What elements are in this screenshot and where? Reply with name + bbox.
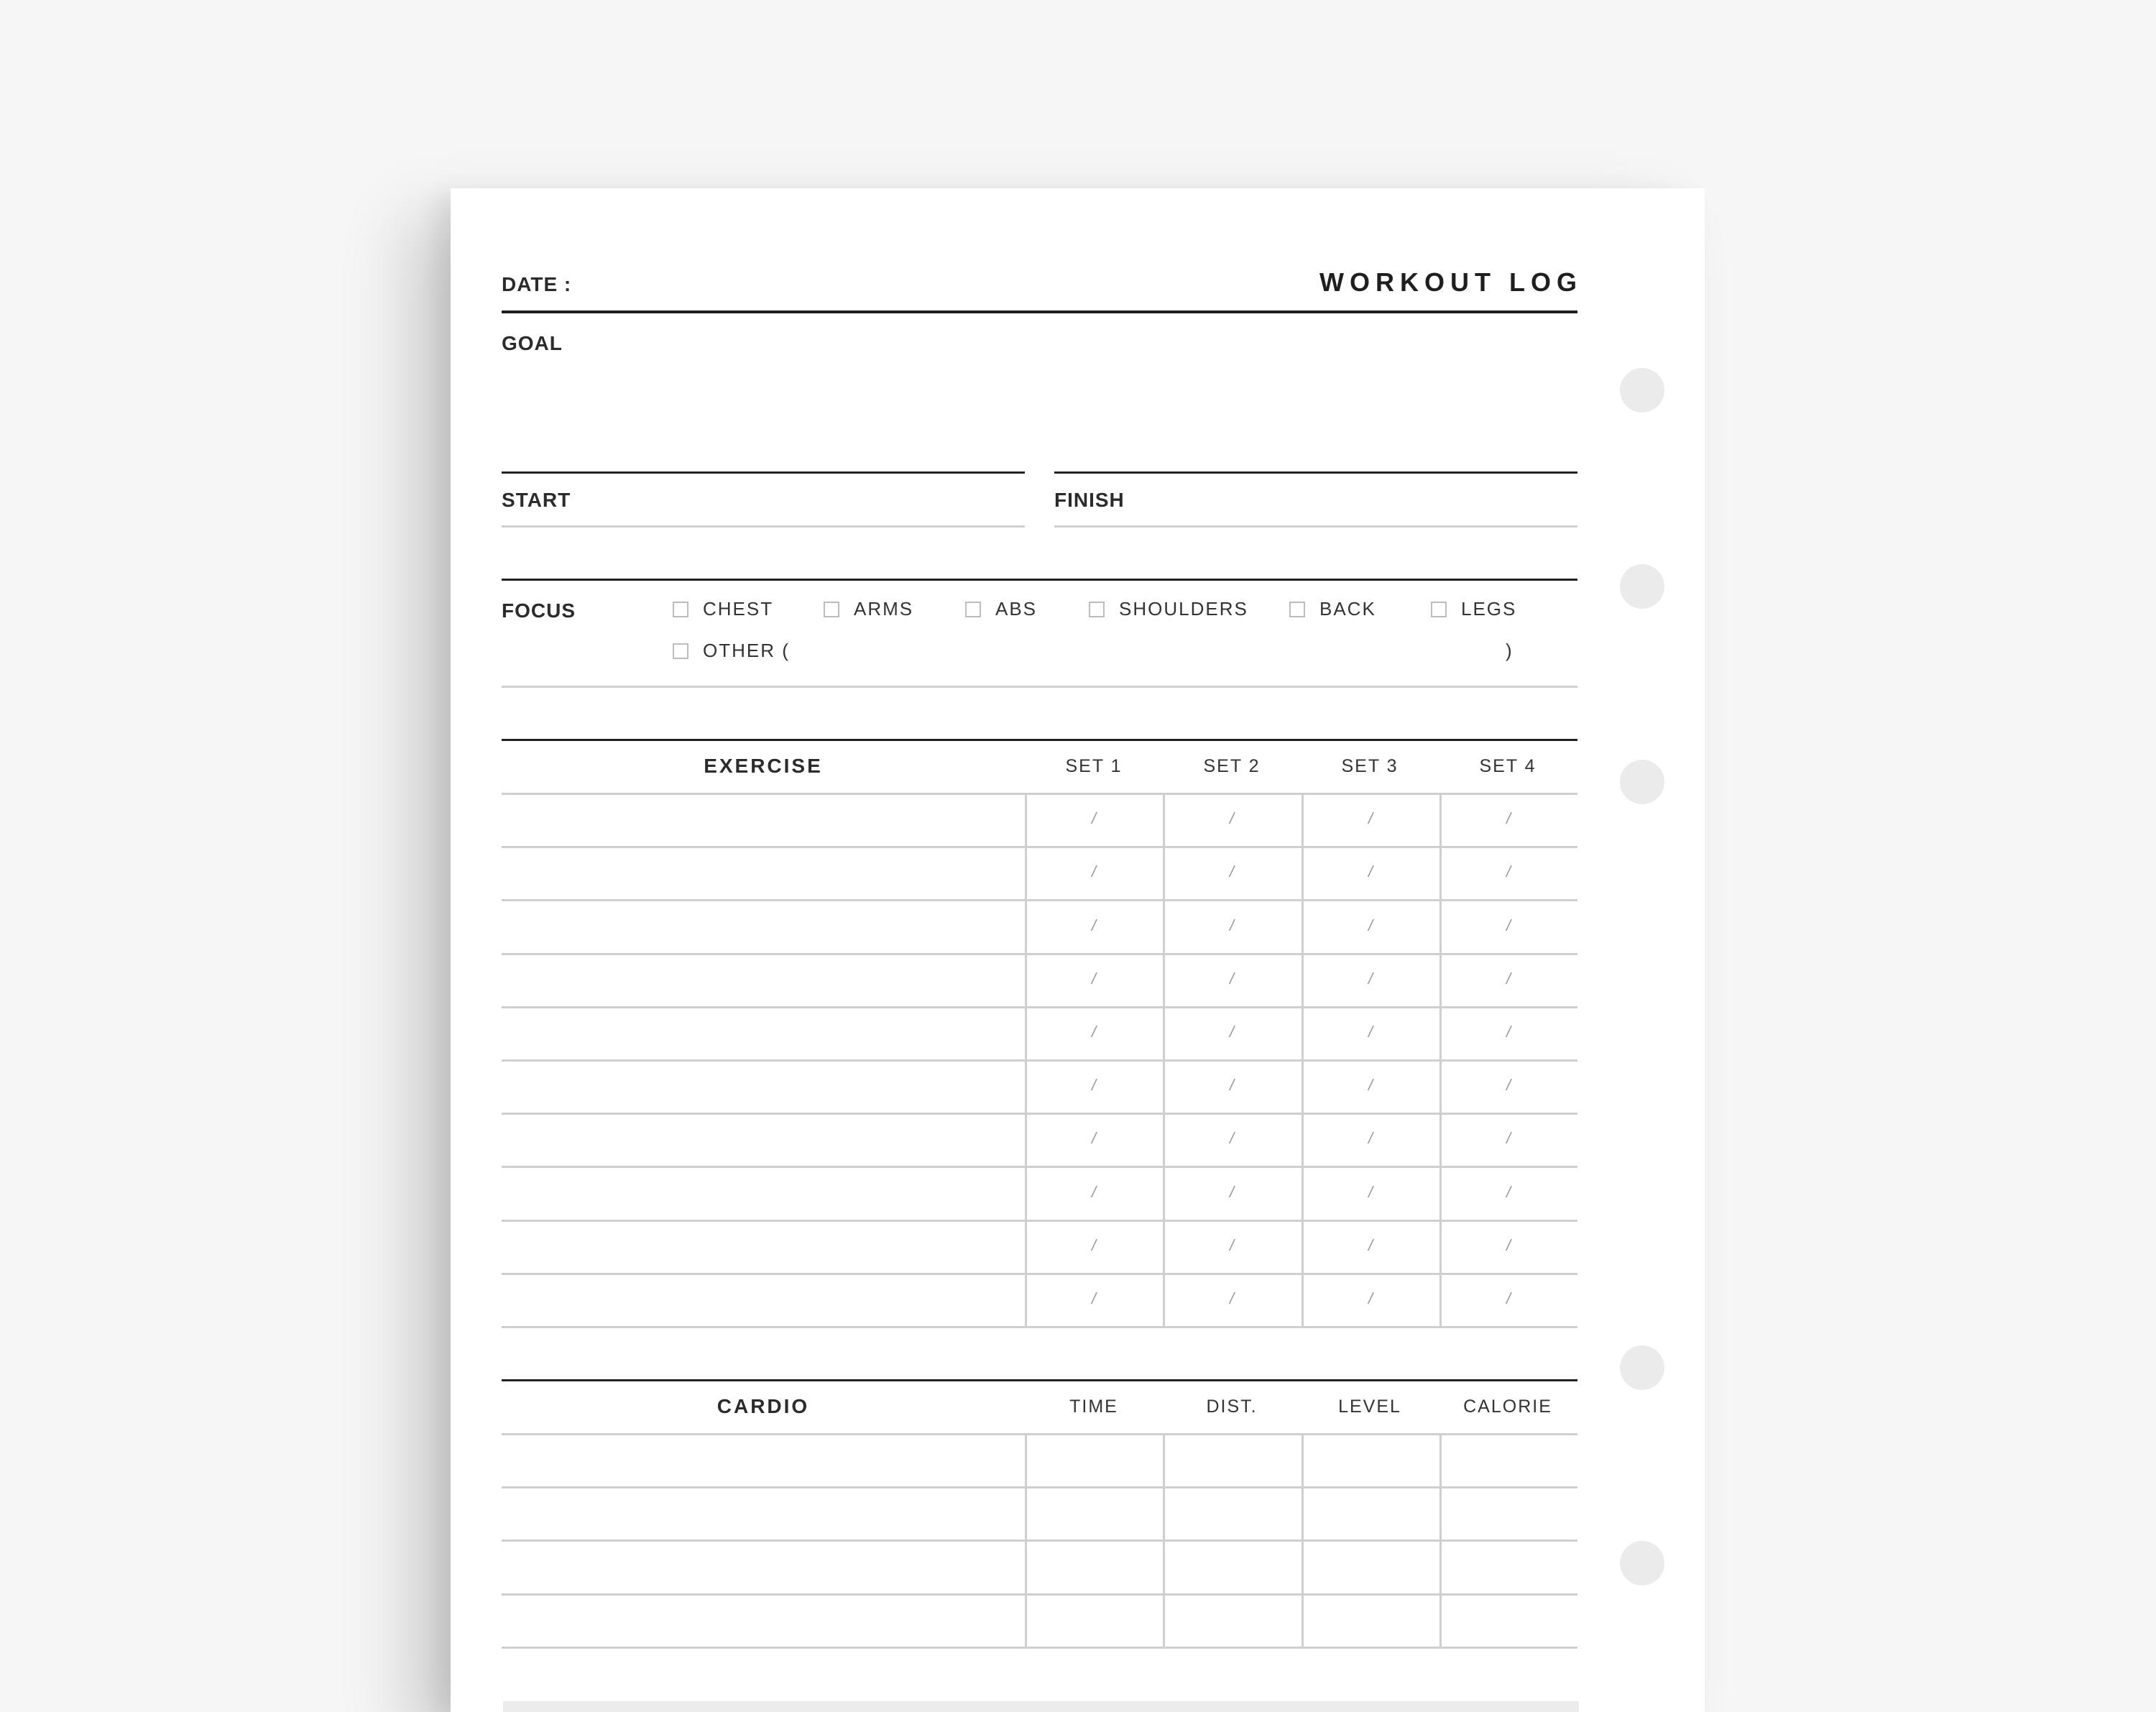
focus-bottom-rule <box>502 686 1577 688</box>
exercise-name-cell[interactable] <box>502 1115 1023 1165</box>
focus-other-close-paren: ) <box>1506 640 1514 661</box>
binder-hole <box>1620 1541 1664 1586</box>
focus-other-checkbox[interactable] <box>673 640 790 662</box>
cardio-value-cell[interactable] <box>1442 1435 1577 1486</box>
focus-label: FOCUS <box>502 599 576 622</box>
set-separator: / <box>1091 1076 1097 1095</box>
set-separator: / <box>1368 809 1373 828</box>
page-title: WORKOUT LOG <box>1319 267 1583 297</box>
cardio-value-cell[interactable] <box>1304 1596 1439 1646</box>
set-separator: / <box>1506 916 1511 934</box>
cardio-value-cell[interactable] <box>1027 1488 1162 1539</box>
set-separator: / <box>1506 1076 1511 1095</box>
set-separator: / <box>1091 862 1097 881</box>
set-separator: / <box>1229 809 1235 828</box>
cardio-header: CARDIO <box>717 1395 810 1417</box>
set-1-header: SET 1 <box>1065 756 1123 776</box>
set-separator: / <box>1506 1182 1511 1201</box>
exercise-top-rule <box>502 739 1577 741</box>
cardio-value-cell[interactable] <box>1442 1596 1577 1646</box>
cardio-value-cell[interactable] <box>1165 1542 1300 1592</box>
cardio-name-cell[interactable] <box>502 1435 1023 1486</box>
set-separator: / <box>1368 1129 1373 1148</box>
goal-label: GOAL <box>502 332 563 354</box>
set-separator: / <box>1506 809 1511 828</box>
set-separator: / <box>1091 1235 1097 1254</box>
set-separator: / <box>1091 916 1097 934</box>
goal-field[interactable] <box>502 364 1577 429</box>
set-separator: / <box>1368 1182 1373 1201</box>
focus-back-checkbox[interactable] <box>1289 598 1376 620</box>
focus-option-label: CHEST <box>703 598 774 620</box>
set-separator: / <box>1091 1129 1097 1148</box>
checkbox-box[interactable] <box>965 602 981 617</box>
start-field[interactable] <box>594 476 1018 523</box>
finish-top-rule <box>1054 471 1577 474</box>
set-separator: / <box>1368 1289 1373 1307</box>
set-separator: / <box>1229 969 1235 988</box>
date-label: DATE : <box>502 273 572 295</box>
focus-shoulders-checkbox[interactable] <box>1089 598 1248 620</box>
checkbox-box[interactable] <box>824 602 839 617</box>
checkbox-box[interactable] <box>1431 602 1447 617</box>
cardio-value-cell[interactable] <box>1304 1542 1439 1592</box>
cardio-value-cell[interactable] <box>1304 1435 1439 1486</box>
set-2-header: SET 2 <box>1203 756 1261 776</box>
set-separator: / <box>1506 862 1511 881</box>
set-4-header: SET 4 <box>1479 756 1537 776</box>
cardio-row-rule <box>502 1647 1577 1649</box>
set-separator: / <box>1229 1289 1235 1307</box>
set-separator: / <box>1091 809 1097 828</box>
exercise-name-cell[interactable] <box>502 955 1023 1005</box>
exercise-name-cell[interactable] <box>502 848 1023 898</box>
focus-option-label: ABS <box>995 598 1038 620</box>
checkbox-box[interactable] <box>673 602 688 617</box>
set-separator: / <box>1091 1022 1097 1041</box>
focus-other-label: OTHER ( <box>703 640 790 661</box>
set-separator: / <box>1368 969 1373 988</box>
cardio-value-cell[interactable] <box>1027 1435 1162 1486</box>
set-separator: / <box>1229 1076 1235 1095</box>
start-label: START <box>502 489 571 511</box>
set-separator: / <box>1368 916 1373 934</box>
focus-legs-checkbox[interactable] <box>1431 598 1516 620</box>
finish-label: FINISH <box>1054 489 1125 511</box>
exercise-name-cell[interactable] <box>502 795 1023 845</box>
cardio-value-cell[interactable] <box>1442 1542 1577 1592</box>
focus-arms-checkbox[interactable] <box>824 598 913 620</box>
set-separator: / <box>1506 1235 1511 1254</box>
set-separator: / <box>1229 862 1235 881</box>
focus-top-rule <box>502 579 1577 581</box>
set-separator: / <box>1368 1235 1373 1254</box>
set-3-header: SET 3 <box>1341 756 1399 776</box>
cardio-value-cell[interactable] <box>1027 1596 1162 1646</box>
start-top-rule <box>502 471 1025 474</box>
set-separator: / <box>1229 1022 1235 1041</box>
set-separator: / <box>1229 1129 1235 1148</box>
finish-bottom-rule <box>1054 525 1577 528</box>
exercise-header: EXERCISE <box>704 755 823 777</box>
exercise-name-cell[interactable] <box>502 1168 1023 1218</box>
exercise-name-cell[interactable] <box>502 1275 1023 1325</box>
set-separator: / <box>1506 969 1511 988</box>
set-separator: / <box>1506 1022 1511 1041</box>
cardio-name-cell[interactable] <box>502 1596 1023 1646</box>
start-bottom-rule <box>502 525 1025 528</box>
checkbox-box[interactable] <box>1289 602 1305 617</box>
set-separator: / <box>1506 1289 1511 1307</box>
focus-option-label: LEGS <box>1461 598 1517 620</box>
time-header: TIME <box>1069 1396 1118 1417</box>
calorie-header: CALORIE <box>1463 1396 1552 1417</box>
header-rule <box>502 310 1577 313</box>
checkbox-box[interactable] <box>673 643 688 659</box>
set-separator: / <box>1368 862 1373 881</box>
set-separator: / <box>1229 916 1235 934</box>
checkbox-box[interactable] <box>1089 602 1105 617</box>
exercise-name-cell[interactable] <box>502 1008 1023 1059</box>
workout-log-sheet <box>451 188 1705 1712</box>
focus-option-label: ARMS <box>854 598 914 620</box>
cardio-name-cell[interactable] <box>502 1488 1023 1539</box>
binder-hole <box>1620 760 1664 804</box>
set-separator: / <box>1368 1022 1373 1041</box>
set-separator: / <box>1506 1129 1511 1148</box>
dist-header: DIST. <box>1206 1396 1258 1417</box>
focus-option-label: SHOULDERS <box>1119 598 1248 620</box>
binder-hole <box>1620 564 1664 609</box>
cardio-value-cell[interactable] <box>1165 1596 1300 1646</box>
cardio-value-cell[interactable] <box>1027 1542 1162 1592</box>
focus-abs-checkbox[interactable] <box>965 598 1037 620</box>
set-separator: / <box>1091 1289 1097 1307</box>
cardio-top-rule <box>502 1379 1577 1381</box>
finish-field[interactable] <box>1155 476 1572 523</box>
set-separator: / <box>1229 1182 1235 1201</box>
bottom-notes-bar <box>503 1701 1579 1712</box>
exercise-name-cell[interactable] <box>502 1222 1023 1272</box>
focus-other-input[interactable] <box>803 635 1378 664</box>
set-separator: / <box>1229 1235 1235 1254</box>
cardio-name-cell[interactable] <box>502 1542 1023 1592</box>
cardio-value-cell[interactable] <box>1165 1435 1300 1486</box>
exercise-name-cell[interactable] <box>502 1062 1023 1112</box>
exercise-name-cell[interactable] <box>502 901 1023 952</box>
binder-hole <box>1620 368 1664 413</box>
set-separator: / <box>1091 1182 1097 1201</box>
exercise-row-rule <box>502 1326 1577 1328</box>
set-separator: / <box>1091 969 1097 988</box>
cardio-value-cell[interactable] <box>1442 1488 1577 1539</box>
cardio-value-cell[interactable] <box>1165 1488 1300 1539</box>
focus-chest-checkbox[interactable] <box>673 598 773 620</box>
cardio-value-cell[interactable] <box>1304 1488 1439 1539</box>
focus-option-label: BACK <box>1319 598 1376 620</box>
binder-hole <box>1620 1345 1664 1390</box>
set-separator: / <box>1368 1076 1373 1095</box>
level-header: LEVEL <box>1338 1396 1401 1417</box>
